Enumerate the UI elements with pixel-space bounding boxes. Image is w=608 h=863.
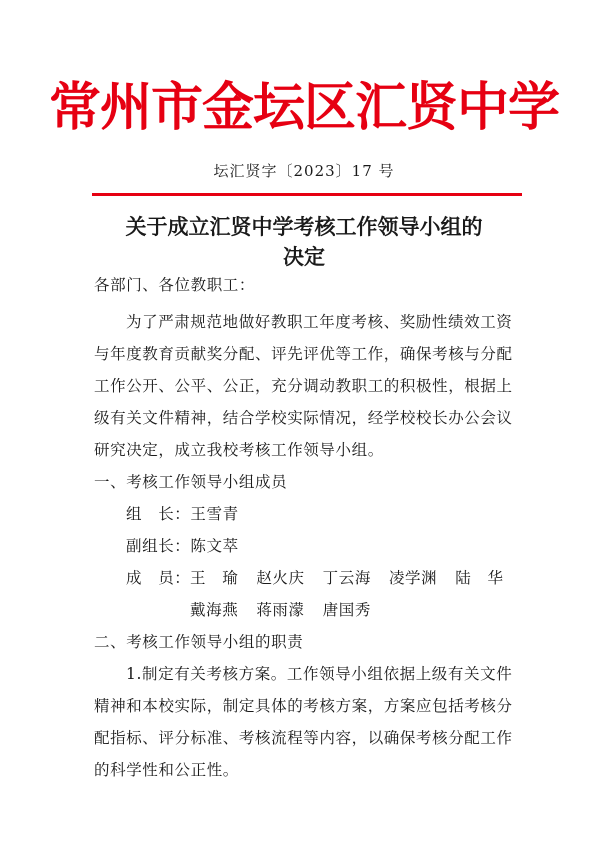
document-title [0, 212, 608, 272]
deputy-row [126, 535, 239, 557]
member-name: 丁云海 [322, 569, 371, 587]
intro-line-1: 为了严肃规范地做好教职工年度考核、奖励性绩效工资 [126, 313, 513, 331]
duty1-line-4: 的科学性和公正性。 [94, 761, 239, 779]
members-row-2 [190, 599, 389, 621]
duty1-line-2: 精神和本校实际，制定具体的考核方案，方案应包括考核分 [94, 697, 513, 715]
members-label: 成 员： [126, 569, 191, 587]
duty1-line-1: 1.制定有关考核方案。工作领导小组依据上级有关文件 [126, 665, 513, 683]
section1-heading: 一、考核工作领导小组成员 [94, 473, 288, 491]
section2-heading: 二、考核工作领导小组的职责 [94, 633, 304, 651]
title-line-1: 关于成立汇贤中学考核工作领导小组的 [125, 214, 483, 239]
letterhead-school-name: 常州市金坛区汇贤中学 [48, 77, 559, 138]
red-divider-line [92, 193, 522, 196]
member-name: 唐国秀 [322, 601, 371, 619]
salutation: 各部门、各位教职工： [94, 276, 256, 294]
leader-row [126, 503, 239, 525]
intro-line-2: 与年度教育贡献奖分配、评先评优等工作，确保考核与分配 [94, 345, 513, 363]
document-number: 坛汇贤字〔2023〕17 号 [213, 162, 395, 180]
leader-name: 王雪青 [190, 505, 239, 523]
member-name: 戴海燕 [190, 601, 239, 619]
member-name: 赵火庆 [256, 569, 305, 587]
duty1-line-3: 配指标、评分标准、考核流程等内容，以确保考核分配工作 [94, 729, 513, 747]
member-name: 蒋雨濛 [256, 601, 305, 619]
title-line-2: 决定 [283, 244, 325, 269]
intro-line-3: 工作公开、公平、公正，充分调动教职工的积极性，根据上 [94, 377, 513, 395]
intro-line-5: 研究决定，成立我校考核工作领导小组。 [94, 441, 384, 459]
leader-label: 组 长： [126, 505, 191, 523]
member-name: 陆 华 [455, 569, 504, 587]
intro-line-4: 级有关文件精神，结合学校实际情况，经学校校长办公会议 [94, 409, 513, 427]
deputy-name: 陈文萃 [190, 537, 239, 555]
member-name: 王 瑜 [190, 569, 239, 587]
member-name: 凌学渊 [388, 569, 438, 587]
deputy-label: 副组长： [126, 537, 191, 555]
members-row-1 [190, 567, 522, 589]
